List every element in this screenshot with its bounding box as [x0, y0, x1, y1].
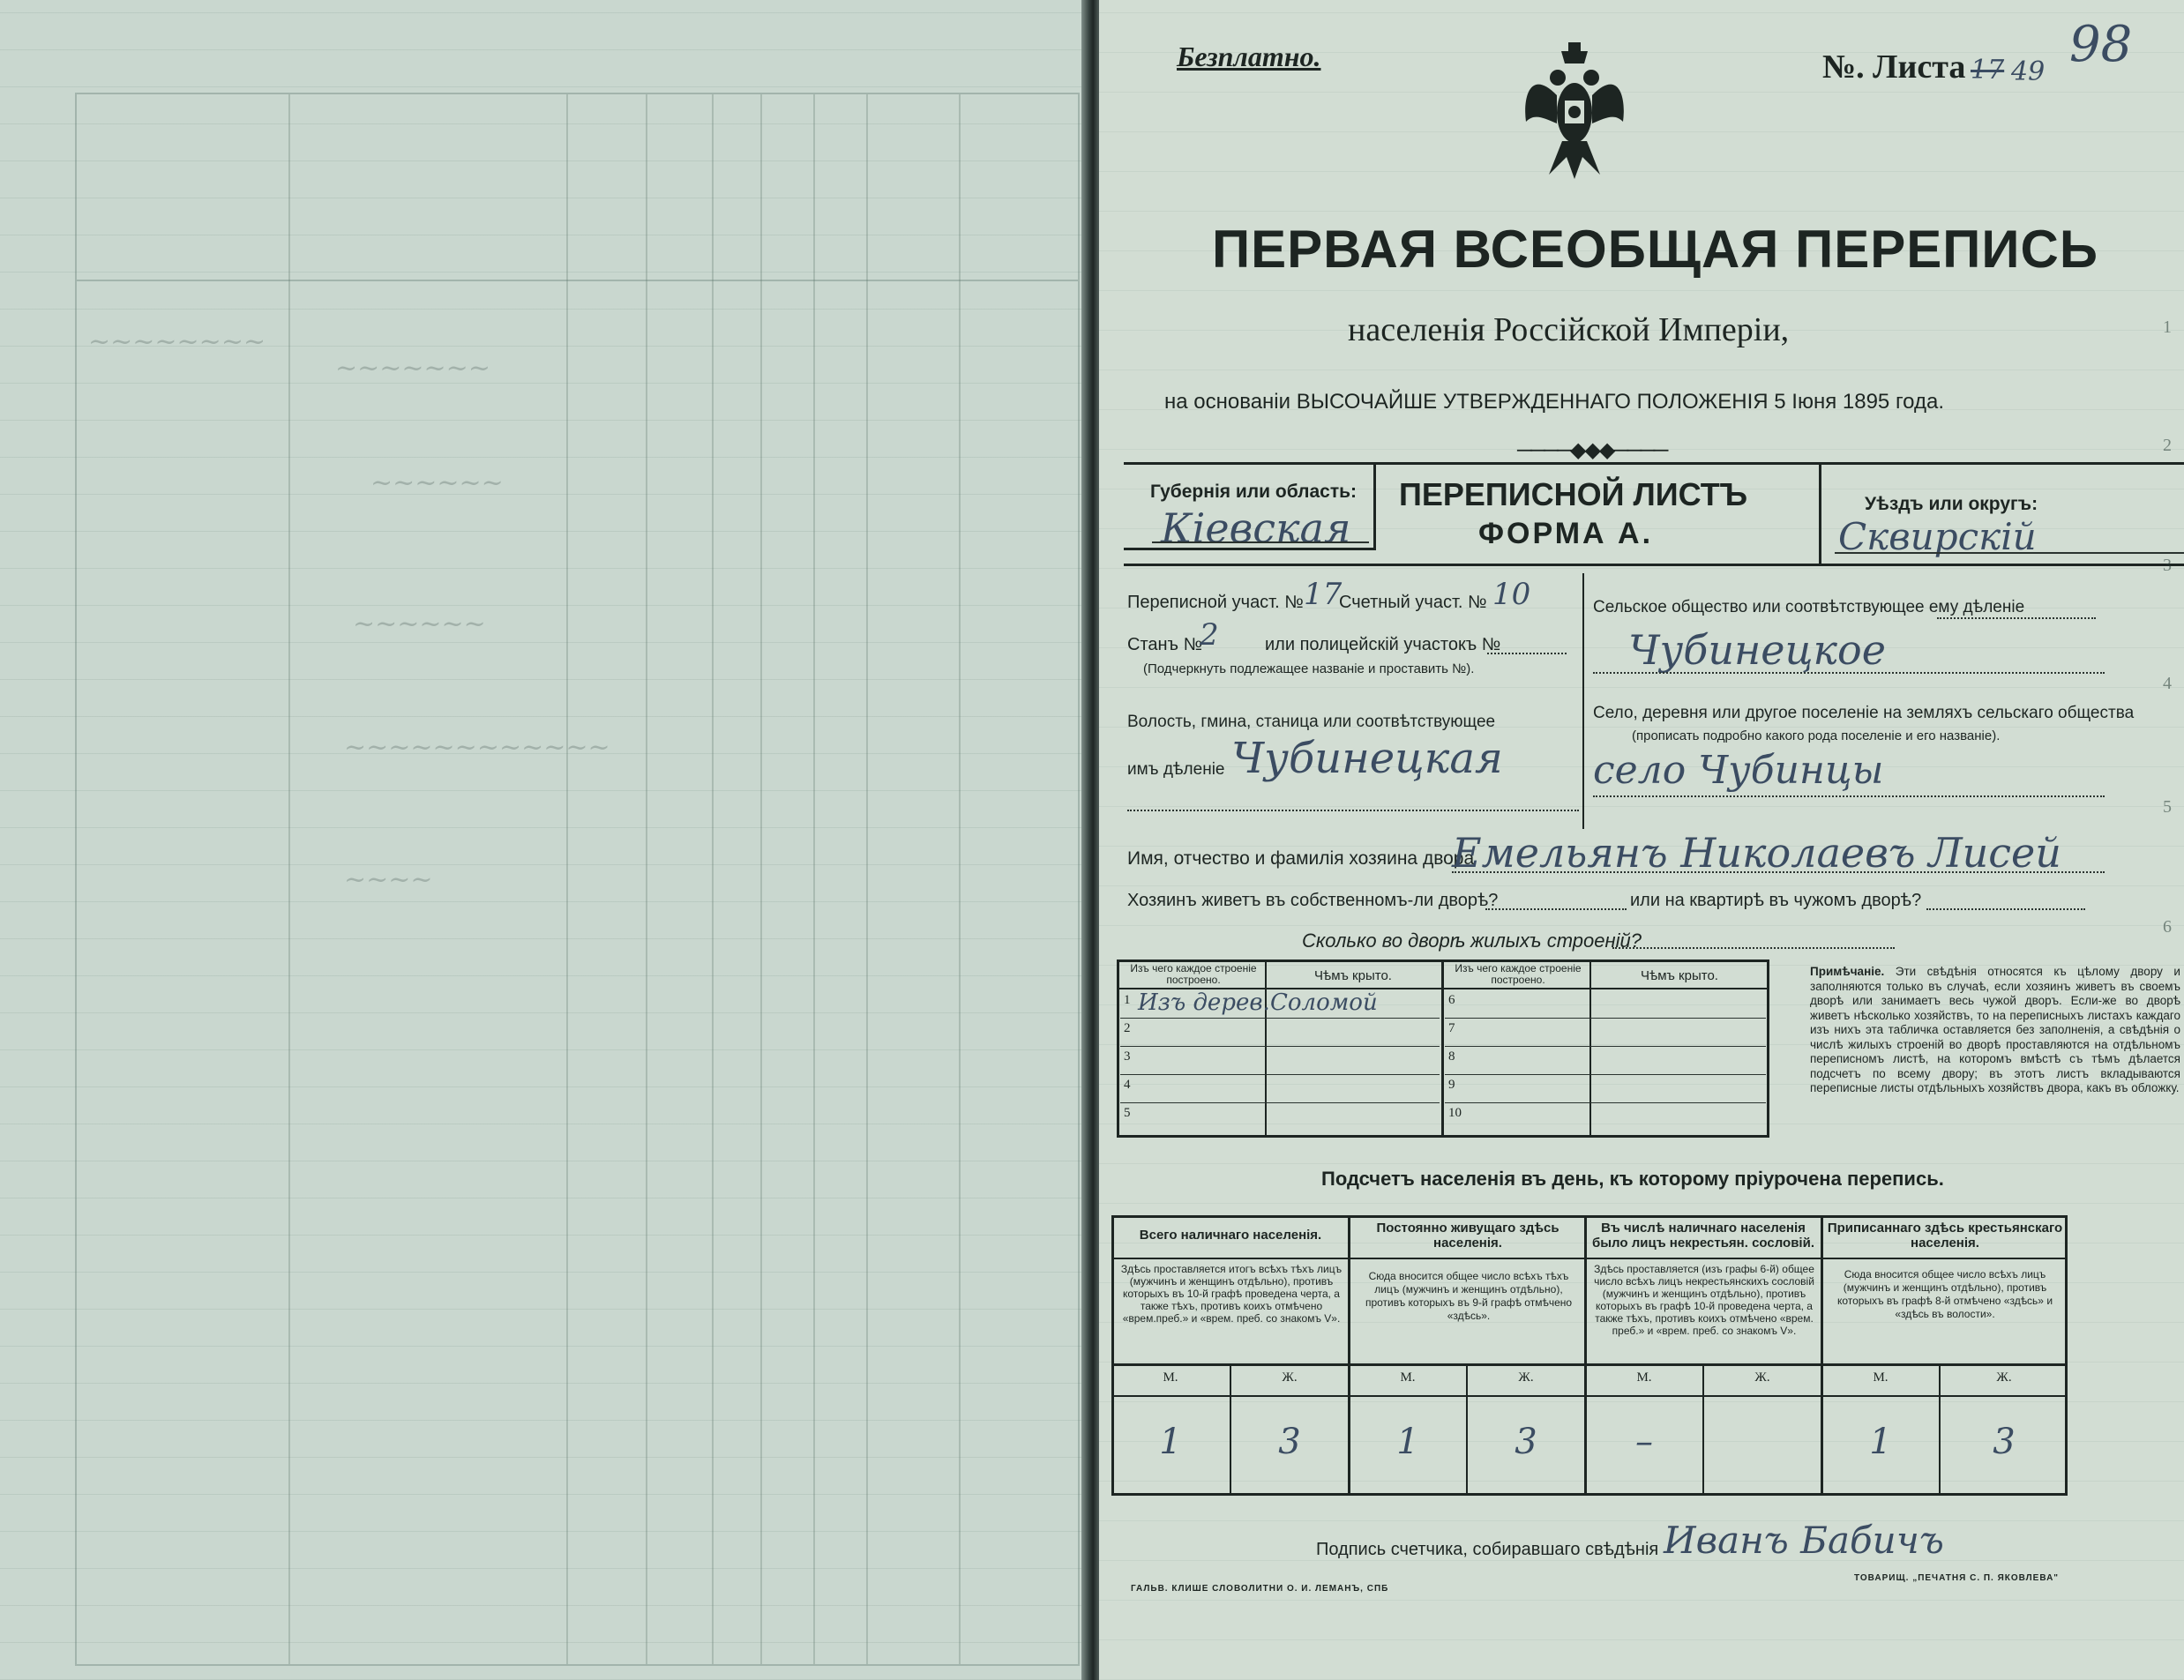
village-label: Село, деревня или другое поселеніе на земляхъ сельскаго общества [1593, 704, 2135, 722]
volost-label-2: имъ дѣленіе [1127, 760, 1225, 779]
census-section-value: 17 [1304, 577, 1343, 612]
buildings-col-roof-2: Чѣмъ крыто. [1641, 968, 1718, 983]
community-underline [1593, 672, 2105, 674]
sheet-number-label: №. Листа [1822, 49, 1966, 86]
pop-col-registered-title: Приписаннаго здѣсь крестьянскаго населенія. [1827, 1221, 2063, 1251]
building-material: Изъ дерев. [1138, 989, 1270, 1016]
dwellings-field [1612, 947, 1895, 949]
bleed-through-text: ~~~~~~ [370, 467, 504, 498]
building-row-line [1120, 1018, 1440, 1019]
district-value: Сквирскій [1838, 515, 2037, 558]
village-note: (прописать подробно какого рода поселеніе и его названіе). [1632, 728, 2001, 743]
population-desc-line [1111, 1363, 2068, 1366]
community-value: Чубинецкое [1628, 626, 1886, 674]
building-row-number: 2 [1124, 1021, 1131, 1035]
ornament-divider: ────◆◆◆──── [1517, 439, 1667, 462]
margin-row-number: 4 [2163, 674, 2172, 693]
owner-value: Емельянъ Николаевъ Лисей [1452, 829, 2061, 877]
volost-field-line [1127, 810, 1579, 811]
counting-section-value: 10 [1492, 577, 1531, 612]
dwellings-label: Сколько во дворѣ жилыхъ строеній? [1302, 930, 1642, 952]
police-section-label: или полицейскій участокъ № [1265, 635, 1501, 654]
owner-label: Имя, отчество и фамилія хозяина двора [1127, 848, 1475, 869]
province-label: Губернія или область: [1150, 482, 1358, 502]
census-basis: на основаніи ВЫСОЧАЙШЕ УТВЕРЖДЕННАГО ПОЛОЖЕНІЯ 5 Іюня 1895 года. [1164, 390, 1945, 414]
pop-col-total-desc: Здѣсь проставляется итогъ всѣхъ тѣхъ лицъ (мужчинъ и женщинъ отдѣльно), противъ которыхъ въ 10-й графѣ проведена черта, а также тѣхъ, противъ коихъ отмѣчено «врем.преб.» и «врем. преб. со знакомъ V». [1120, 1263, 1343, 1325]
district-label: Уѣздъ или округъ: [1865, 494, 2038, 514]
margin-row-number: 1 [2163, 317, 2172, 337]
signature-label: Подпись счетчика, собиравшаго свѣдѣнія [1316, 1540, 1659, 1559]
note-block [1810, 965, 2180, 1096]
pop-f-label: Ж. [1518, 1370, 1534, 1385]
province-underline [1152, 541, 1369, 543]
right-imprint: ТОВАРИЩ. „ПЕЧАТНЯ С. П. ЯКОВЛЕВА" [1854, 1573, 2060, 1583]
sheet-number-value: 49 [2011, 56, 2046, 87]
left-grid-col [760, 94, 762, 1664]
pop-m-label: М. [1163, 1370, 1178, 1385]
rented-label: или на квартирѣ въ чужомъ дворѣ? [1630, 891, 1922, 910]
building-row-line [1445, 1102, 1766, 1103]
bleed-through-text: ~~~~~~~~ [88, 326, 266, 357]
building-row-number: 5 [1124, 1106, 1131, 1120]
rented-field [1926, 908, 2085, 910]
bleed-through-text: ~~~~~~~ [335, 353, 490, 384]
pop-col-permanent-title: Постоянно живущаго здѣсь населенія. [1376, 1221, 1559, 1251]
free-label: Безплатно. [1177, 41, 1321, 72]
building-row-line [1445, 1046, 1766, 1047]
building-row-number: 6 [1448, 993, 1455, 1007]
census-form-page [1099, 0, 2184, 1680]
field-block-divider [1582, 573, 1584, 829]
archive-page-number: 98 [2069, 16, 2133, 73]
form-title: ПЕРЕПИСНОЙ ЛИСТЪ [1399, 476, 1748, 512]
form-type: ФОРМА А. [1478, 517, 1654, 550]
left-grid-col [288, 94, 290, 1664]
district-underline [1835, 552, 2184, 554]
building-row-number: 9 [1448, 1078, 1455, 1092]
village-value: село Чубинцы [1593, 748, 1884, 793]
own-house-field [1485, 908, 1627, 910]
pop-col-nonpeasant-title: Въ числѣ наличнаго населенія было лицъ некрестьян. сословій. [1591, 1221, 1814, 1251]
pop-m-label: М. [1873, 1370, 1889, 1385]
margin-row-number: 5 [2163, 797, 2172, 817]
buildings-col-material: Изъ чего каждое строеніе построено. [1130, 962, 1257, 986]
imperial-eagle-emblem [1522, 42, 1627, 183]
buildings-table-col [1589, 959, 1591, 1138]
building-row-line [1445, 1018, 1766, 1019]
building-roof: Соломой [1270, 989, 1378, 1016]
building-row-line [1445, 1074, 1766, 1075]
police-section-field [1487, 653, 1567, 654]
building-row-number: 4 [1124, 1078, 1131, 1092]
pop-m-label: М. [1400, 1370, 1416, 1385]
building-row-line [1120, 1074, 1440, 1075]
population-heading: Подсчетъ населенія въ день, къ которому пріурочена перепись. [1321, 1168, 1944, 1190]
building-row-line [1120, 1102, 1440, 1103]
own-house-label: Хозяинъ живетъ въ собственномъ-ли дворѣ? [1127, 891, 1499, 910]
pop-m-label: М. [1636, 1370, 1652, 1385]
pop-permanent-f: 3 [1515, 1422, 1537, 1462]
signature-value: Иванъ Бабичъ [1664, 1519, 1944, 1562]
pop-f-label: Ж. [1996, 1370, 2012, 1385]
pop-col-total-title: Всего наличнаго населенія. [1139, 1228, 1322, 1243]
building-row-number: 10 [1448, 1106, 1462, 1120]
buildings-col-material-2: Изъ чего каждое строеніе построено. [1455, 962, 1582, 986]
buildings-table-col [1265, 959, 1267, 1138]
bleed-through-text: ~~~~~~~~~~~~ [344, 732, 610, 763]
margin-row-number: 6 [2163, 917, 2172, 937]
population-title-line [1111, 1258, 2068, 1259]
village-underline [1593, 795, 2105, 797]
pop-registered-m: 1 [1869, 1422, 1892, 1462]
province-value: Кіевская [1161, 504, 1351, 552]
census-title: ПЕРВАЯ ВСЕОБЩАЯ ПЕРЕПИСЬ [1212, 220, 2098, 279]
volost-value: Чубинецкая [1231, 734, 1503, 783]
left-grid-col [712, 94, 714, 1664]
stan-note: (Подчеркнуть подлежащее названіе и проставить №). [1143, 661, 1475, 676]
pop-registered-f: 3 [1993, 1422, 2016, 1462]
population-mf-line [1111, 1395, 2068, 1397]
pop-col-registered-desc: Сюда вносится общее число всѣхъ лицъ (мужчинъ и женщинъ отдѣльно), противъ которыхъ въ графѣ 8-й отмѣчено «здѣсь» и «здѣсь въ волости». [1836, 1268, 2053, 1320]
building-row-line [1120, 1046, 1440, 1047]
left-grid-col [813, 94, 815, 1664]
building-row-number: 8 [1448, 1049, 1455, 1064]
book-spine [1081, 0, 1101, 1680]
pop-f-label: Ж. [1282, 1370, 1298, 1385]
margin-row-number: 3 [2163, 556, 2172, 575]
building-row-number: 1 [1124, 993, 1131, 1007]
stan-value: 2 [1200, 617, 1219, 653]
bleed-through-text: ~~~~~~ [353, 609, 486, 639]
buildings-col-roof: Чѣмъ крыто. [1314, 968, 1392, 983]
owner-field-line [1452, 871, 2105, 873]
left-grid-col [866, 94, 868, 1664]
census-subtitle: населенія Россійской Имперіи, [1348, 311, 1790, 348]
pop-total-f: 3 [1278, 1422, 1301, 1462]
bleed-through-text: ~~~~ [344, 864, 433, 895]
note-text: Эти свѣдѣнія относятся къ цѣлому двору и заполняются только въ случаѣ, если хозяинъ живетъ въ своемъ дворѣ или занимаетъ весь чужой дворъ. Если-же во дворѣ живетъ нѣсколько хозяйствъ, то на переписныхъ листахъ каждаго изъ нихъ эта табличка оставляется без заполненія, а свѣдѣнія о числѣ жилыхъ строеній во дворѣ проставляются на отдѣльномъ переписномъ листѣ, на которомъ вмѣстѣ съ тѣмъ дѣлается подсчетъ по всему двору; въ этотъ листъ вкладываются переписные листы отдѣльныхъ хозяйствъ двора, какъ въ обложку. [1810, 965, 2180, 1094]
building-row-number: 3 [1124, 1049, 1131, 1064]
pop-total-m: 1 [1159, 1422, 1182, 1462]
note-title: Примѣчаніе. [1810, 965, 1885, 978]
left-imprint: ГАЛЬВ. КЛИШЕ СЛОВОЛИТНИ О. И. ЛЕМАНЪ, СПБ [1131, 1584, 1389, 1594]
left-grid-header-line [77, 280, 1078, 281]
left-grid-col [566, 94, 568, 1664]
volost-label-1: Волость, гмина, станица или соотвѣтствующее [1127, 713, 1496, 731]
sheet-number-struck: 17 [1971, 55, 2005, 86]
stan-label: Станъ № [1127, 635, 1203, 654]
counting-section-label: Счетный участ. № [1339, 593, 1487, 612]
left-page [0, 0, 1087, 1680]
community-field-line [1937, 617, 2096, 619]
pop-col-permanent-desc: Сюда вносится общее число всѣхъ тѣхъ лицъ (мужчинъ и женщинъ отдѣльно), противъ которыхъ въ 9-й графѣ отмѣчено «здѣсь». [1365, 1270, 1573, 1322]
left-grid-col [959, 94, 961, 1664]
pop-nonpeasant-m: – [1635, 1422, 1653, 1462]
community-label: Сельское общество или соотвѣтствующее ему дѣленіе [1593, 598, 2025, 616]
margin-row-number: 2 [2163, 436, 2172, 455]
buildings-table-mid [1441, 959, 1444, 1138]
pop-permanent-m: 1 [1396, 1422, 1419, 1462]
left-grid-col [646, 94, 647, 1664]
building-row-number: 7 [1448, 1021, 1455, 1035]
census-section-label: Переписной участ. № [1127, 593, 1304, 612]
pop-col-nonpeasant-desc: Здѣсь проставляется (изъ графы 6-й) общее число всѣхъ лицъ некрестьянскихъ сословій (мужчинъ и женщинъ отдѣльно), противъ которыхъ въ графѣ 10-й проведена черта, а также тѣхъ, противъ коихъ отмѣчено «врем. преб.» и «врем. преб. со знакомъ V». [1594, 1263, 1814, 1337]
pop-f-label: Ж. [1754, 1370, 1770, 1385]
